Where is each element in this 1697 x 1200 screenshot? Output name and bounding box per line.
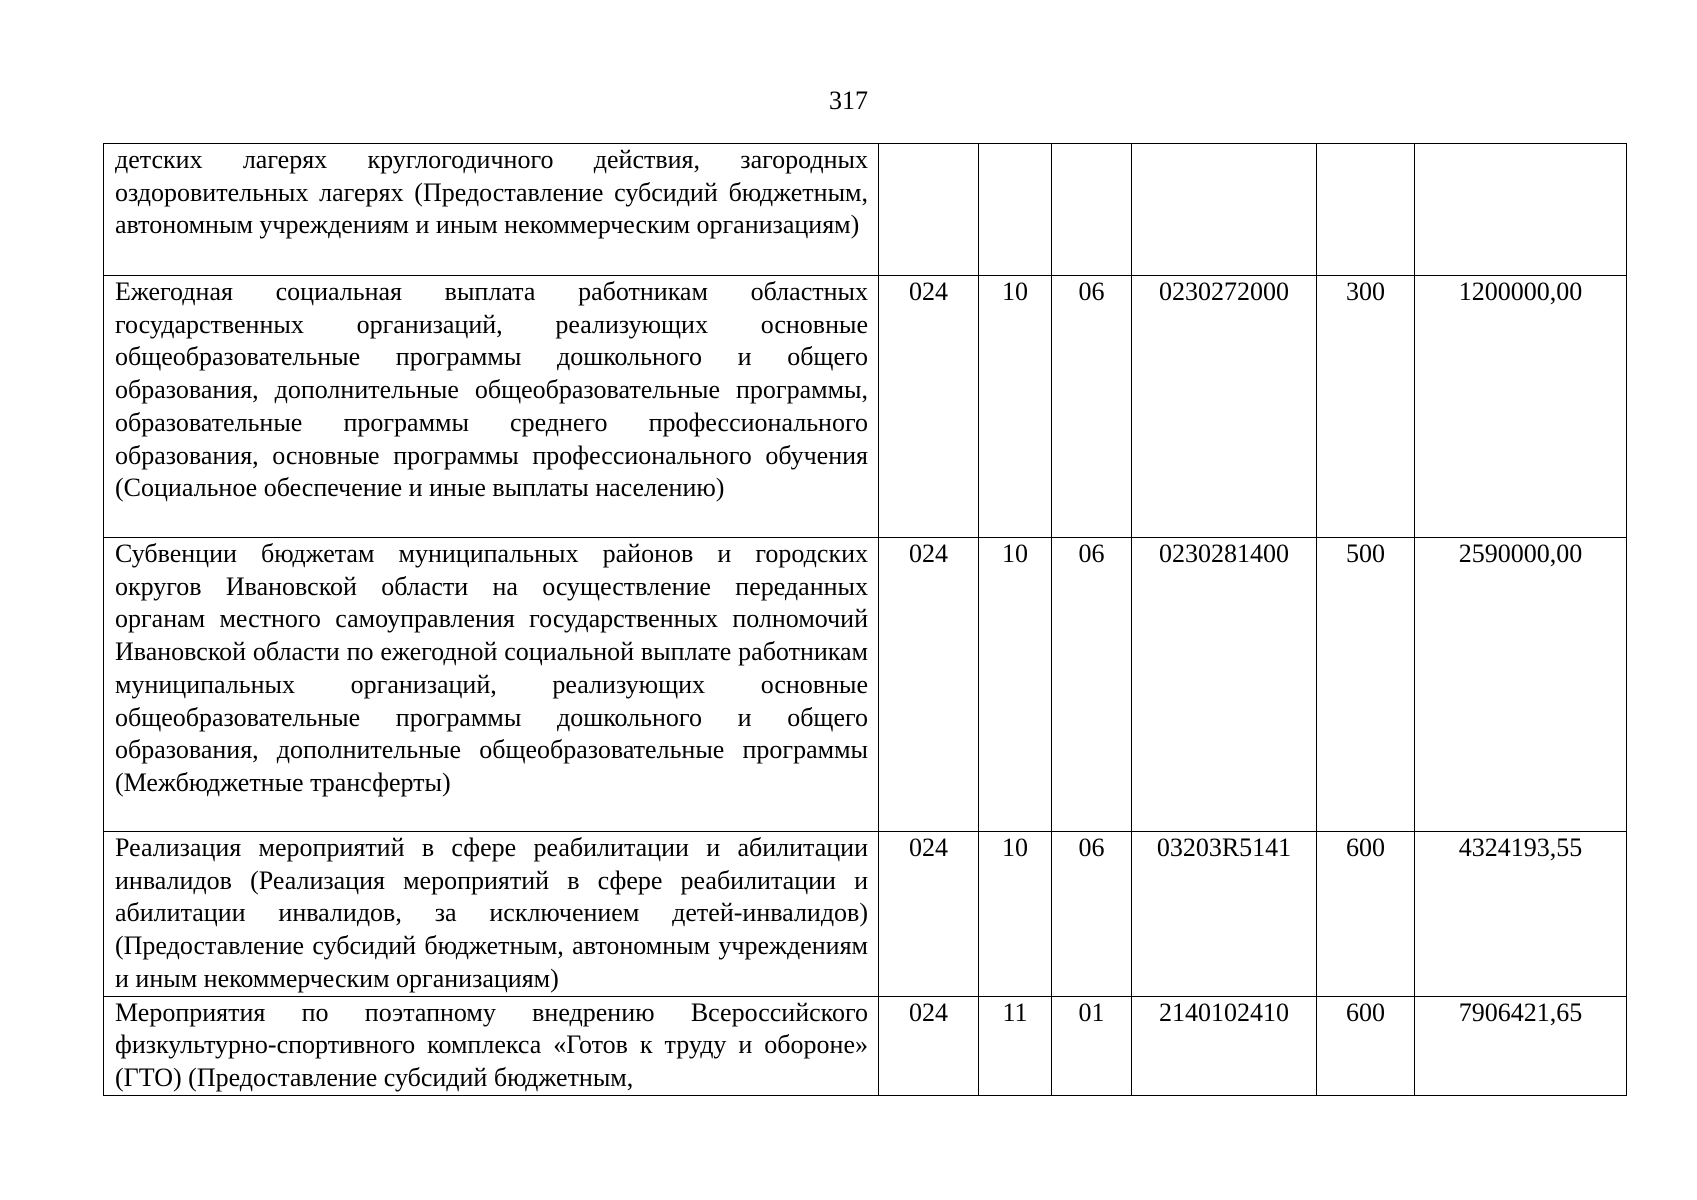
description-cell: Субвенции бюджетам муниципальных районов и городских округов Ивановской области на осуществление переданных органам местного самоуправления государственных полномочий Ивановской области по ежегодной социальной выплате работникам муниципальных организаций, реализующих основные общеобразовательные программы дошкольного и общего образования, дополнительные общеобразовательные программы (Межбюджетные трансферты)	[104, 538, 879, 832]
admin-code-cell	[879, 144, 979, 276]
amount-cell: 4324193,55	[1415, 832, 1627, 997]
table-row	[104, 832, 1627, 997]
amount-cell: 2590000,00	[1415, 538, 1627, 832]
budget-table	[103, 143, 1627, 1096]
section-cell: 10	[979, 538, 1052, 832]
target-article-cell: 2140102410	[1132, 996, 1317, 1095]
target-article-cell: 0230272000	[1132, 276, 1317, 538]
admin-code-cell: 024	[879, 832, 979, 997]
amount-cell: 1200000,00	[1415, 276, 1627, 538]
page-number: 317	[829, 86, 868, 115]
description-cell: Мероприятия по поэтапному внедрению Всероссийского физкультурно-спортивного комплекса «Готов к труду и обороне» (ГТО) (Предоставление субсидий бюджетным,	[104, 996, 879, 1095]
section-cell: 10	[979, 832, 1052, 997]
admin-code-cell: 024	[879, 276, 979, 538]
section-cell: 10	[979, 276, 1052, 538]
section-cell: 11	[979, 996, 1052, 1095]
expense-type-cell: 600	[1317, 996, 1415, 1095]
amount-cell: 7906421,65	[1415, 996, 1627, 1095]
description-cell: Ежегодная социальная выплата работникам областных государственных организаций, реализующих основные общеобразовательные программы дошкольного и общего образования, дополнительные общеобразовательные программы, образовательные программы среднего профессионального образования, основные программы профессионального обучения (Социальное обеспечение и иные выплаты населению)	[104, 276, 879, 538]
expense-type-cell: 500	[1317, 538, 1415, 832]
table-row	[104, 144, 1627, 276]
subsection-cell	[1052, 144, 1132, 276]
target-article-cell: 03203R5141	[1132, 832, 1317, 997]
expense-type-cell: 300	[1317, 276, 1415, 538]
subsection-cell: 06	[1052, 276, 1132, 538]
amount-cell	[1415, 144, 1627, 276]
admin-code-cell: 024	[879, 538, 979, 832]
target-article-cell: 0230281400	[1132, 538, 1317, 832]
admin-code-cell: 024	[879, 996, 979, 1095]
description-cell: детских лагерях круглогодичного действия, загородных оздоровительных лагерях (Предоставление субсидий бюджетным, автономным учреждениям и иным некоммерческим организациям)	[104, 144, 879, 276]
subsection-cell: 01	[1052, 996, 1132, 1095]
expense-type-cell	[1317, 144, 1415, 276]
target-article-cell	[1132, 144, 1317, 276]
table-row	[104, 996, 1627, 1095]
subsection-cell: 06	[1052, 538, 1132, 832]
table-row	[104, 538, 1627, 832]
subsection-cell: 06	[1052, 832, 1132, 997]
section-cell	[979, 144, 1052, 276]
table-row	[104, 276, 1627, 538]
expense-type-cell: 600	[1317, 832, 1415, 997]
description-cell: Реализация мероприятий в сфере реабилитации и абилитации инвалидов (Реализация мероприятий в сфере реабилитации и абилитации инвалидов, за исключением детей-инвалидов) (Предоставление субсидий бюджетным, автономным учреждениям и иным некоммерческим организациям)	[104, 832, 879, 997]
